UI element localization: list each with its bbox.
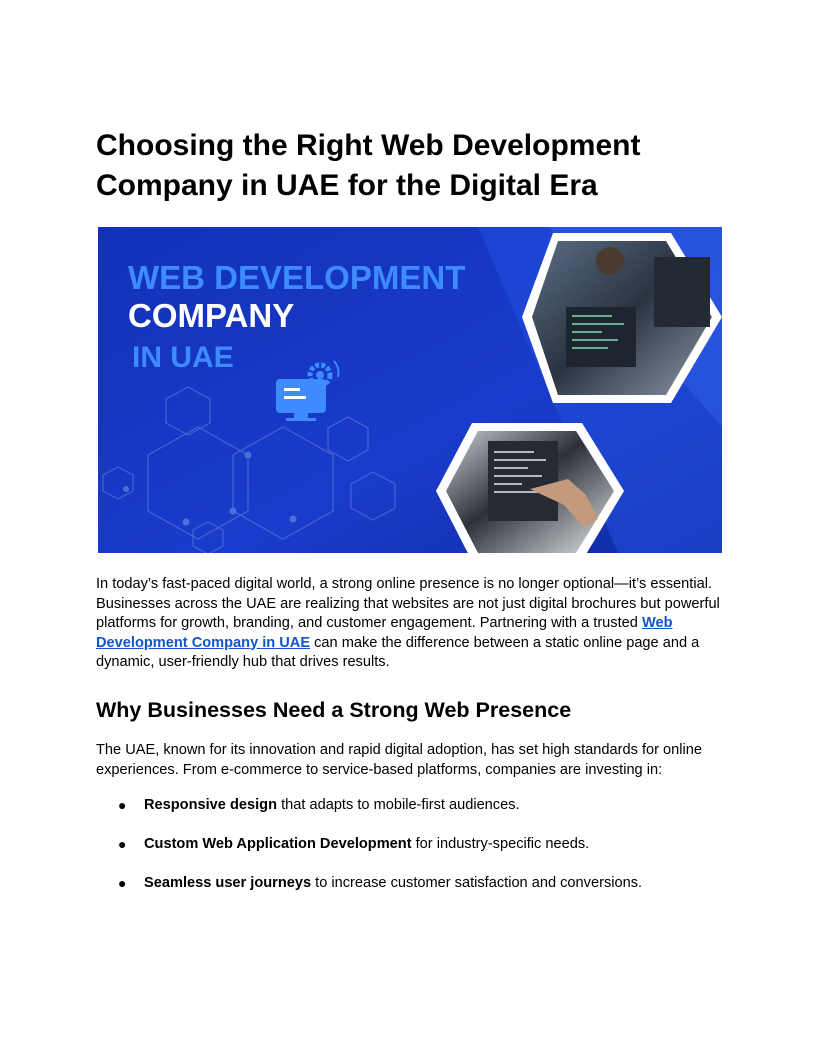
bullet-icon: ● <box>118 875 127 891</box>
intro-text-start: In today’s fast-paced digital world, a strong online presence is no longer optional—it’s essential. Businesses across the UAE are realizing that websites are not just digital brochures but powerful platforms for growth, branding, and customer engagement. Partnering with a trusted <box>96 576 720 631</box>
list-item <box>96 874 722 913</box>
bullet-icon: ● <box>118 797 127 813</box>
hero-line-1: WEB DEVELOPMENT <box>128 259 466 296</box>
bullet-icon: ● <box>118 836 127 852</box>
bullet-bold-text: Responsive design <box>144 797 278 813</box>
list-item <box>96 835 722 874</box>
list-item <box>96 796 722 835</box>
bullet-text: that adapts to mobile-first audiences. <box>277 797 520 813</box>
page-title: Choosing the Right Web Development Company in UAE for the Digital Era <box>96 129 641 202</box>
bullet-list <box>96 796 722 913</box>
bullet-text: to increase customer satisfaction and conversions. <box>311 875 643 891</box>
hero-line-3: IN UAE <box>132 341 234 374</box>
hero-banner <box>98 227 722 553</box>
web-development-company-link[interactable]: Web Development Company in UAE <box>96 615 673 651</box>
intro-paragraph <box>96 575 722 673</box>
section-paragraph: The UAE, known for its innovation and rapid digital adoption, has set high standards for online experiences. From e-commerce to service-based platforms, companies are investing in: <box>96 742 703 778</box>
hero-line-2: COMPANY <box>128 297 295 334</box>
bullet-bold-text: Custom Web Application Development <box>144 836 412 852</box>
bullet-text: for industry-specific needs. <box>411 836 590 852</box>
intro-text-end: can make the difference between a static online page and a dynamic, user-friendly hub that drives results. <box>96 634 700 670</box>
bullet-bold-text: Seamless user journeys <box>144 875 312 891</box>
section-heading: Why Businesses Need a Strong Web Presence <box>96 698 572 722</box>
